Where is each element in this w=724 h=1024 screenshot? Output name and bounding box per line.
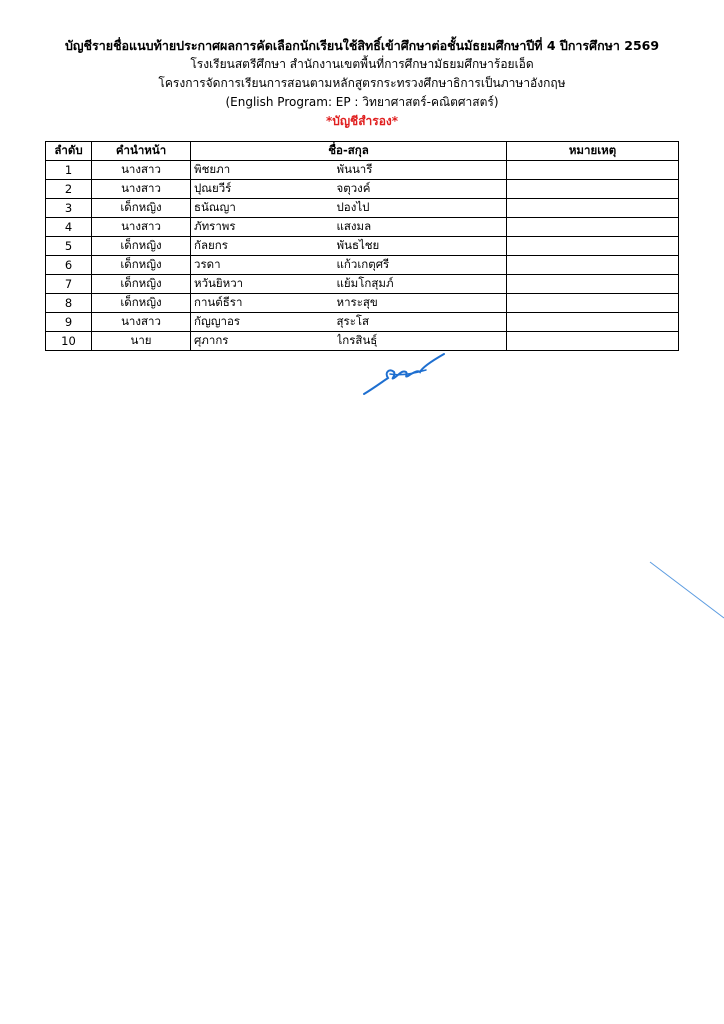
table-row	[46, 313, 679, 332]
row-note-cell	[507, 256, 679, 275]
row-note-cell	[507, 294, 679, 313]
row-last-name-cell: พันนารี	[337, 161, 507, 180]
reserve-list-table	[45, 141, 679, 351]
row-last-name-cell: พันธไชย	[337, 237, 507, 256]
row-prefix-cell: เด็กหญิง	[92, 256, 191, 275]
row-prefix-cell: นางสาว	[92, 313, 191, 332]
row-note-cell	[507, 199, 679, 218]
table-row	[46, 161, 679, 180]
row-number-cell: 4	[46, 218, 92, 237]
row-last-name-cell: หาระสุข	[337, 294, 507, 313]
header-no: ลำดับ	[46, 142, 92, 161]
header-name: ชื่อ-สกุล	[191, 142, 507, 161]
row-number-cell: 9	[46, 313, 92, 332]
table-row	[46, 218, 679, 237]
table-row	[46, 237, 679, 256]
row-first-name-cell: ปุณยวีร์	[191, 180, 337, 199]
row-number-cell: 1	[46, 161, 92, 180]
table-row	[46, 199, 679, 218]
row-prefix-cell: นางสาว	[92, 161, 191, 180]
school-name: โรงเรียนสตรีศึกษา สำนักงานเขตพื้นที่การศึกษามัธยมศึกษาร้อยเอ็ด	[190, 57, 534, 71]
row-last-name-cell: แสงมล	[337, 218, 507, 237]
row-first-name-cell: กัญญาอร	[191, 313, 337, 332]
row-note-cell	[507, 313, 679, 332]
row-first-name-cell: กัลยกร	[191, 237, 337, 256]
pen-stroke-mark	[648, 560, 724, 620]
table-row	[46, 294, 679, 313]
row-last-name-cell: ปองไป	[337, 199, 507, 218]
row-first-name-cell: วรดา	[191, 256, 337, 275]
row-first-name-cell: พิชยภา	[191, 161, 337, 180]
document-header	[0, 36, 724, 130]
signature-image	[360, 348, 460, 398]
row-note-cell	[507, 237, 679, 256]
row-first-name-cell: ศุภากร	[191, 332, 337, 351]
row-prefix-cell: นางสาว	[92, 180, 191, 199]
row-prefix-cell: นาย	[92, 332, 191, 351]
row-number-cell: 10	[46, 332, 92, 351]
row-prefix-cell: เด็กหญิง	[92, 275, 191, 294]
row-number-cell: 2	[46, 180, 92, 199]
table-row	[46, 180, 679, 199]
row-last-name-cell: ไกรสินธุ์	[337, 332, 507, 351]
row-prefix-cell: นางสาว	[92, 218, 191, 237]
table-row	[46, 275, 679, 294]
row-first-name-cell: ภัทราพร	[191, 218, 337, 237]
project-name: โครงการจัดการเรียนการสอนตามหลักสูตรกระทรวงศึกษาธิการเป็นภาษาอังกฤษ	[158, 76, 566, 90]
table-row	[46, 256, 679, 275]
row-note-cell	[507, 161, 679, 180]
row-prefix-cell: เด็กหญิง	[92, 199, 191, 218]
row-last-name-cell: แย้มโกสุมภ์	[337, 275, 507, 294]
row-number-cell: 3	[46, 199, 92, 218]
row-number-cell: 6	[46, 256, 92, 275]
row-note-cell	[507, 332, 679, 351]
row-number-cell: 5	[46, 237, 92, 256]
header-prefix: คำนำหน้า	[92, 142, 191, 161]
row-first-name-cell: หวันยิหวา	[191, 275, 337, 294]
table-header-row	[46, 142, 679, 161]
row-note-cell	[507, 275, 679, 294]
row-first-name-cell: ธนัณญา	[191, 199, 337, 218]
row-note-cell	[507, 180, 679, 199]
row-prefix-cell: เด็กหญิง	[92, 294, 191, 313]
row-number-cell: 8	[46, 294, 92, 313]
program-name: (English Program: EP : วิทยาศาสตร์-คณิตศาสตร์)	[225, 95, 499, 109]
row-last-name-cell: จตุวงค์	[337, 180, 507, 199]
row-note-cell	[507, 218, 679, 237]
document-title: บัญชีรายชื่อแนบท้ายประกาศผลการคัดเลือกนักเรียนใช้สิทธิ์เข้าศึกษาต่อชั้นมัธยมศึกษาปีที่ 4 ปีการศึกษา 2569	[64, 38, 660, 53]
row-first-name-cell: กานต์ธีรา	[191, 294, 337, 313]
row-last-name-cell: สุระโส	[337, 313, 507, 332]
header-note: หมายเหตุ	[507, 142, 679, 161]
row-prefix-cell: เด็กหญิง	[92, 237, 191, 256]
list-type-label: *บัญชีสำรอง*	[325, 114, 399, 128]
row-number-cell: 7	[46, 275, 92, 294]
row-last-name-cell: แก้วเกตุศรี	[337, 256, 507, 275]
